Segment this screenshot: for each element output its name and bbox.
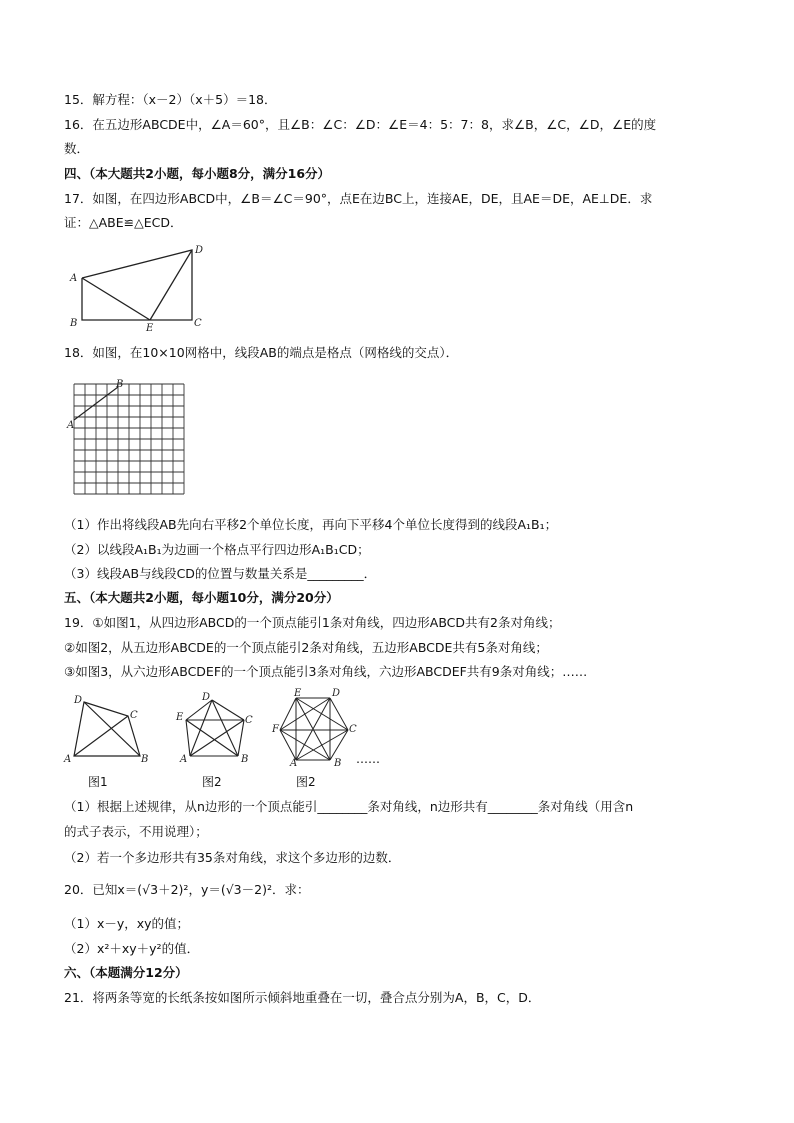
label-A: A bbox=[180, 754, 188, 765]
figure-1-quadrilateral bbox=[62, 690, 157, 765]
question-17-line2: 证：△ABE≌△ECD． bbox=[64, 215, 183, 230]
question-16-line2: 数． bbox=[64, 141, 90, 156]
quadrilateral-figure bbox=[66, 240, 216, 332]
question-19-line2: ②如图2，从五边形ABCDE的一个顶点能引2条对角线，五边形ABCDE共有5条对角线； bbox=[64, 640, 548, 655]
ellipsis: …… bbox=[356, 752, 380, 766]
question-20-part1: （1）x－y，xy的值； bbox=[64, 916, 190, 931]
question-19-line3: ③如图3，从六边形ABCDEF的一个顶点能引3条对角线，六边形ABCDEF共有9条对角线；…… bbox=[64, 664, 588, 679]
figure-2-pentagon bbox=[172, 690, 262, 765]
label-D: D bbox=[74, 695, 83, 706]
question-21: 21．将两条等宽的长纸条按如图所示倾斜地重叠在一切，叠合点分别为A，B，C，D． bbox=[64, 990, 541, 1005]
figure-3-caption: 图2 bbox=[296, 775, 316, 789]
question-19-part1-line1: （1）根据上述规律，从n边形的一个顶点能引________条对角线，n边形共有________条对角线（用含n bbox=[64, 799, 634, 814]
section-4-heading: 四、（本大题共2小题，每小题8分，满分16分） bbox=[64, 166, 331, 181]
hexagon-segment bbox=[330, 698, 348, 730]
question-16-line1: 16．在五边形ABCDE中，∠A＝60°，且∠B：∠C：∠D：∠E＝4：5：7：8，求∠B，∠C，∠D，∠E的度 bbox=[64, 117, 657, 132]
question-15: 15．解方程：（x－2）（x＋5）＝18． bbox=[64, 92, 277, 107]
pentagon-segment bbox=[238, 720, 244, 756]
question-17-line1: 17．如图，在四边形ABCD中，∠B＝∠C＝90°，点E在边BC上，连接AE，DE，且AE＝DE，AE⊥DE．求 bbox=[64, 191, 653, 206]
label-E: E bbox=[146, 323, 154, 332]
figure-1-caption: 图1 bbox=[88, 775, 108, 789]
question-18: 18．如图，在10×10网格中，线段AB的端点是格点（网格线的交点）． bbox=[64, 345, 459, 360]
section-6-heading: 六、（本题满分12分） bbox=[64, 965, 188, 980]
label-E: E bbox=[294, 688, 302, 699]
label-B: B bbox=[70, 318, 78, 329]
label-E: E bbox=[176, 712, 184, 723]
label-D: D bbox=[195, 245, 204, 256]
label-B: B bbox=[241, 754, 249, 765]
pentagon-segment bbox=[186, 720, 190, 756]
label-A: A bbox=[290, 758, 298, 768]
label-B: B bbox=[141, 754, 149, 765]
label-C: C bbox=[130, 710, 138, 721]
question-18-part1: （1）作出将线段AB先向右平移2个单位长度，再向下平移4个单位长度得到的线段A₁B₁； bbox=[64, 517, 558, 532]
label-A: A bbox=[64, 754, 72, 765]
label-C: C bbox=[194, 318, 202, 329]
question-20: 20．已知x＝(√3＋2)²，y＝(√3－2)²．求： bbox=[64, 882, 310, 897]
label-D: D bbox=[202, 692, 211, 703]
question-18-part3: （3）线段AB与线段CD的位置与数量关系是_________． bbox=[64, 566, 377, 581]
question-20-part2: （2）x²＋xy＋y²的值． bbox=[64, 941, 200, 956]
label-C: C bbox=[245, 715, 253, 726]
grid-figure bbox=[66, 376, 190, 500]
label-B: B bbox=[116, 379, 124, 390]
question-19-part1-line2: 的式子表示，不用说理）； bbox=[64, 824, 208, 839]
label-D: D bbox=[332, 688, 341, 699]
label-F: F bbox=[272, 724, 279, 735]
label-A: A bbox=[67, 420, 75, 431]
label-A: A bbox=[70, 273, 78, 284]
section-5-heading: 五、（本大题共2小题，每小题10分，满分20分） bbox=[64, 590, 339, 605]
question-19-line1: 19．①如图1，从四边形ABCD的一个顶点能引1条对角线，四边形ABCD共有2条对角线； bbox=[64, 615, 561, 630]
label-C: C bbox=[349, 724, 357, 735]
question-18-part2: （2）以线段A₁B₁为边画一个格点平行四边形A₁B₁CD； bbox=[64, 542, 370, 557]
figure-3-hexagon bbox=[268, 686, 358, 768]
figure-2-caption: 图2 bbox=[202, 775, 222, 789]
label-B: B bbox=[334, 758, 342, 768]
hexagon-segment bbox=[330, 730, 348, 760]
question-19-part2: （2）若一个多边形共有35条对角线，求这个多边形的边数． bbox=[64, 850, 401, 865]
